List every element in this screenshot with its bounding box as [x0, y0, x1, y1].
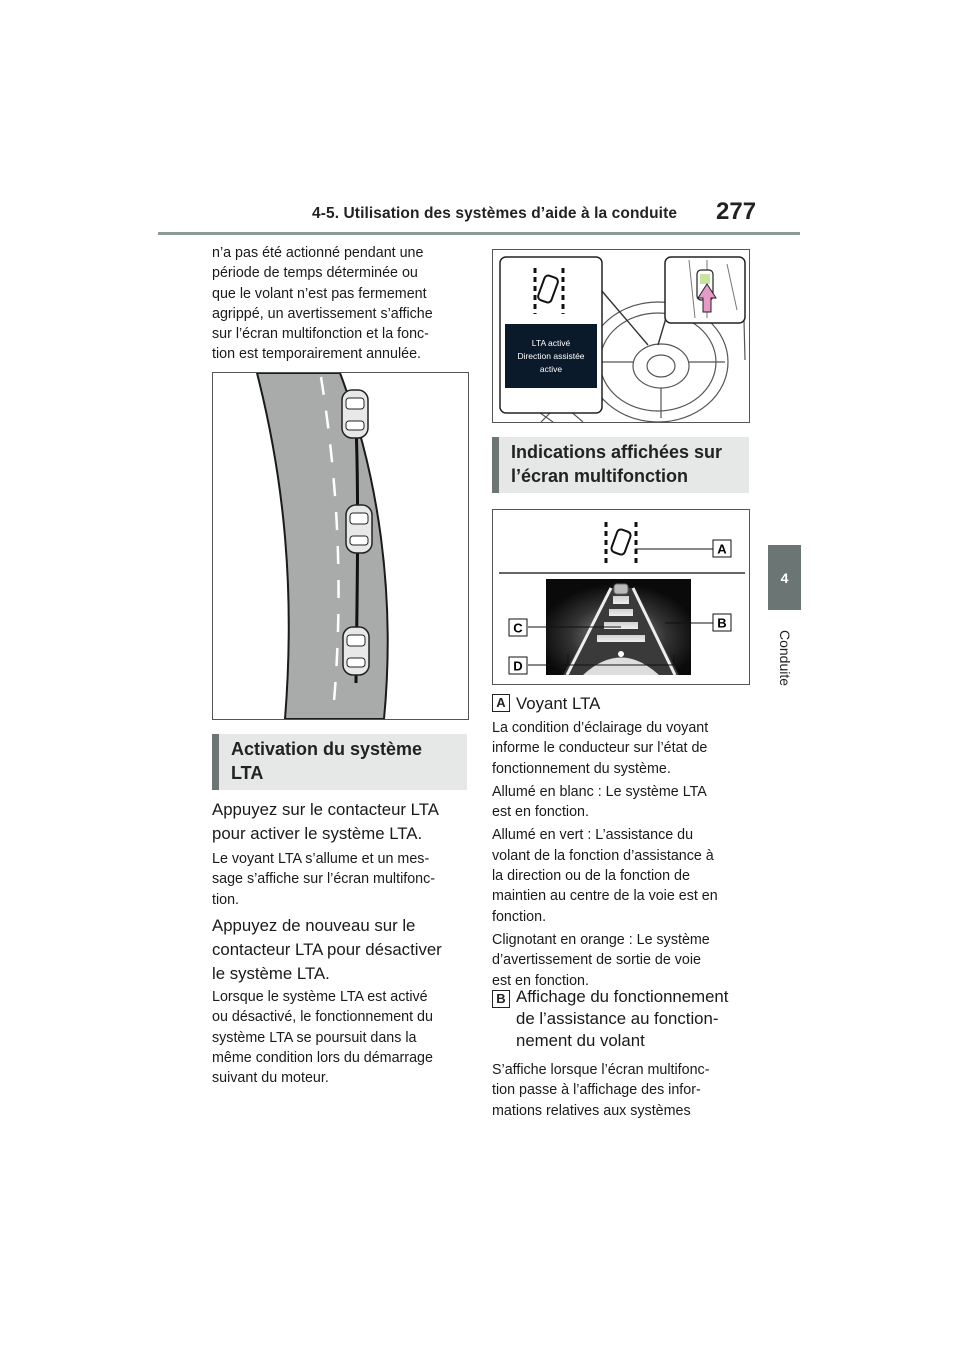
section-heading-indications: Indications affichées sur l’écran multifonction [492, 437, 749, 493]
steering-wheel-illustration [493, 250, 749, 422]
step-deactivate-instruction: Appuyez de nouveau sur le contacteur LTA pour désactiver le système LTA. [212, 916, 442, 983]
item-b-title-line-3: nement du volant [516, 1031, 645, 1050]
multifunction-display-figure [492, 509, 750, 685]
display-line-3: active [539, 364, 563, 374]
badge-b: B [492, 990, 510, 1008]
step-deactivate-note: Lorsque le système LTA est activé ou désactivé, le fonctionnement du système LTA se poursuit dans la même condition lors du démarrage suivant du moteur. [212, 989, 433, 1087]
chapter-tab[interactable]: 4 [768, 545, 801, 610]
lane-trace-figure [212, 372, 469, 720]
chapter-tab-label: Conduite [777, 629, 793, 687]
step-activate-instruction: Appuyez sur le contacteur LTA pour activer le système LTA. [212, 800, 439, 843]
lta-indicator-icon-small [606, 522, 636, 566]
car-icon-top [342, 390, 368, 438]
section-heading-activation: Activation du système LTA [212, 734, 467, 790]
item-b-heading [492, 986, 752, 1062]
lta-switch-icon [700, 274, 710, 284]
display-line-1: LTA activé [531, 338, 571, 348]
chapter-header-title: 4-5. Utilisation des systèmes d’aide à la conduite [312, 205, 678, 222]
label-b: B [717, 615, 727, 631]
header-rule [158, 232, 800, 235]
page-number: 277 [716, 198, 757, 225]
item-a-title: Voyant LTA [516, 694, 601, 713]
car-icon-middle [346, 505, 372, 553]
lta-switch-figure [492, 249, 750, 423]
label-a: A [717, 541, 727, 557]
badge-a: A [492, 694, 510, 712]
label-d: D [513, 658, 523, 674]
label-c: C [513, 620, 523, 636]
display-line-2: Direction assistée [517, 351, 585, 361]
intro-paragraph: n’a pas été actionné pendant une période de temps déterminée ou que le volant n’est pas fermement agrippé, un avertissement s’affiche sur l’écran multifonction et la fonc- tion est temporairement annulée. [212, 245, 433, 363]
display-illustration [493, 510, 749, 684]
item-a-description: La condition d’éclairage du voyant informe le conducteur sur l’état de fonctionnement du système. Allumé en blanc : Le système LTA est en fonction. Allumé en vert : L’assistance du volant de la fonction d’assistance à la direction ou de la fonction de maintien au centre de la voie est en fonction. Clignotant en orange : Le système d’avertissement de sortie de voie est en fonction. [492, 720, 718, 989]
item-a-heading [492, 693, 752, 715]
item-b-title-line-2: de l’assistance au fonction- [516, 1009, 719, 1028]
item-b-description: S’affiche lorsque l’écran multifonc- tion passe à l’affichage des infor- mations relatives aux systèmes [492, 1062, 710, 1119]
step-activate-note: Le voyant LTA s’allume et un mes- sage s’affiche sur l’écran multifonc- tion. [212, 851, 436, 908]
curved-road-illustration [213, 373, 468, 719]
car-icon-bottom [343, 627, 369, 675]
item-b-title-line-1: Affichage du fonctionnement [516, 987, 729, 1006]
